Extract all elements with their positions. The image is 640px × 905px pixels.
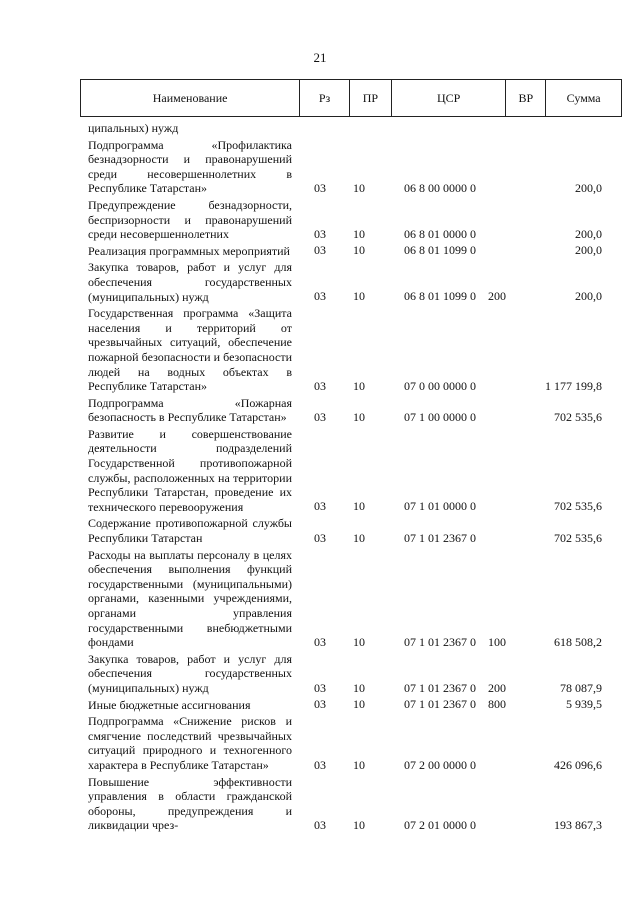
row-name: Предупреждение безнадзорности, беспризорности и правонарушений среди несовершеннолетних <box>88 197 292 242</box>
row-csr: 07 1 01 2367 0 <box>404 530 476 545</box>
header-csr: ЦСР <box>392 80 507 116</box>
row-rz: 03 <box>314 243 326 258</box>
row-codes <box>292 243 640 258</box>
row-vr: 200 <box>488 680 506 695</box>
row-name: Развитие и совершенствование деятельности подразделений Государственной противопожарной службы, расположенных на территории Республики Татарстан, проведение их технического перевооружения <box>88 426 292 514</box>
table-row <box>0 698 640 713</box>
table-row <box>0 244 640 259</box>
table-row <box>0 427 640 515</box>
row-csr: 06 8 01 0000 0 <box>404 226 476 241</box>
row-pr: 10 <box>353 499 365 514</box>
row-name: Закупка товаров, работ и услуг для обеспечения государственных (муниципальных) нужд <box>88 651 292 695</box>
row-rz: 03 <box>314 757 326 772</box>
row-sum: 426 096,6 <box>554 757 602 772</box>
row-name: Подпрограмма «Пожарная безопасность в Республике Татарстан» <box>88 395 292 425</box>
row-codes <box>292 635 640 650</box>
header-rz: Рз <box>300 80 350 116</box>
row-codes <box>292 818 640 833</box>
table-row <box>0 138 640 196</box>
row-csr: 07 1 01 2367 0 <box>404 680 476 695</box>
row-pr: 10 <box>353 757 365 772</box>
row-codes <box>292 379 640 394</box>
row-csr: 07 0 00 0000 0 <box>404 378 476 393</box>
row-pr: 10 <box>353 697 365 712</box>
row-codes <box>292 697 640 712</box>
row-name: Реализация программных мероприятий <box>88 243 290 258</box>
row-name: Повышение эффективности управления в области гражданской обороны, предупреждения и ликвидации чрез- <box>88 774 292 833</box>
row-rz: 03 <box>314 378 326 393</box>
row-codes <box>292 181 640 196</box>
row-codes <box>292 410 640 425</box>
row-pr: 10 <box>353 243 365 258</box>
row-csr: 06 8 01 1099 0 <box>404 243 476 258</box>
row-pr: 10 <box>353 226 365 241</box>
row-sum: 5 939,5 <box>566 697 602 712</box>
row-name: Закупка товаров, работ и услуг для обеспечения государственных (муниципальных) нужд <box>88 260 292 304</box>
row-rz: 03 <box>314 697 326 712</box>
table-row <box>0 121 640 136</box>
table-row <box>0 652 640 696</box>
row-codes <box>292 121 640 136</box>
row-codes <box>292 758 640 773</box>
row-csr: 07 1 00 0000 0 <box>404 409 476 424</box>
table-row <box>0 548 640 650</box>
row-rz: 03 <box>314 817 326 832</box>
row-name: Подпрограмма «Профилактика безнадзорности и правонарушений среди несовершеннолетних в Республике Татарстан» <box>88 137 292 196</box>
table-row <box>0 516 640 545</box>
row-rz: 03 <box>314 226 326 241</box>
row-name: Иные бюджетные ассигнования <box>88 697 251 712</box>
row-rz: 03 <box>314 499 326 514</box>
table-header <box>80 79 622 117</box>
table-row <box>0 396 640 425</box>
row-sum: 200,0 <box>575 226 602 241</box>
row-codes <box>292 227 640 242</box>
table-row <box>0 775 640 833</box>
header-pr: ПР <box>350 80 392 116</box>
row-sum: 200,0 <box>575 243 602 258</box>
row-sum: 78 087,9 <box>560 680 602 695</box>
row-pr: 10 <box>353 409 365 424</box>
row-pr: 10 <box>353 680 365 695</box>
row-vr: 200 <box>488 289 506 304</box>
row-name: Государственная программа «Защита населения и территорий от чрезвычайных ситуаций, обеспечение пожарной безопасности и безопасности людей на водных объектах в Республике Татарстан» <box>88 306 292 394</box>
row-rz: 03 <box>314 409 326 424</box>
row-pr: 10 <box>353 378 365 393</box>
row-rz: 03 <box>314 680 326 695</box>
row-rz: 03 <box>314 289 326 304</box>
row-sum: 1 177 199,8 <box>545 378 602 393</box>
row-codes <box>292 681 640 696</box>
table-body <box>0 121 640 833</box>
row-csr: 07 2 00 0000 0 <box>404 757 476 772</box>
row-sum: 702 535,6 <box>554 499 602 514</box>
header-sum: Сумма <box>566 90 601 105</box>
row-sum: 618 508,2 <box>554 634 602 649</box>
row-rz: 03 <box>314 530 326 545</box>
row-sum: 200,0 <box>575 289 602 304</box>
row-sum: 200,0 <box>575 180 602 195</box>
row-sum: 702 535,6 <box>554 409 602 424</box>
row-sum: 193 867,3 <box>554 817 602 832</box>
row-pr: 10 <box>353 180 365 195</box>
row-pr: 10 <box>353 530 365 545</box>
row-pr: 10 <box>353 634 365 649</box>
row-codes <box>292 499 640 514</box>
row-vr: 800 <box>488 697 506 712</box>
row-codes <box>292 289 640 304</box>
row-pr: 10 <box>353 289 365 304</box>
table-row <box>0 714 640 772</box>
row-name: Содержание противопожарной службы Республики Татарстан <box>88 516 292 546</box>
row-csr: 07 1 01 0000 0 <box>404 499 476 514</box>
row-sum: 702 535,6 <box>554 530 602 545</box>
row-pr: 10 <box>353 817 365 832</box>
row-name: Расходы на выплаты персоналу в целях обеспечения выполнения функций государственными (муниципальными) органами, казенными учреждениями, органами управления государственными внебюджетными фондами <box>88 547 292 650</box>
table-row <box>0 198 640 242</box>
row-csr: 07 2 01 0000 0 <box>404 817 476 832</box>
table-row <box>0 306 640 394</box>
table-row <box>0 260 640 304</box>
page-number: 21 <box>313 50 327 65</box>
header-vr: ВР <box>506 80 546 116</box>
row-csr: 07 1 01 2367 0 <box>404 634 476 649</box>
row-rz: 03 <box>314 634 326 649</box>
row-name: ципальных) нужд <box>88 121 179 135</box>
row-csr: 06 8 00 0000 0 <box>404 180 476 195</box>
row-csr: 06 8 01 1099 0 <box>404 289 476 304</box>
row-vr: 100 <box>488 634 506 649</box>
row-name: Подпрограмма «Снижение рисков и смягчение последствий чрезвычайных ситуаций природного и техногенного характера в Республике Татарстан» <box>88 714 292 772</box>
row-rz: 03 <box>314 180 326 195</box>
row-csr: 07 1 01 2367 0 <box>404 697 476 712</box>
row-codes <box>292 531 640 546</box>
header-name: Наименование <box>81 80 300 116</box>
